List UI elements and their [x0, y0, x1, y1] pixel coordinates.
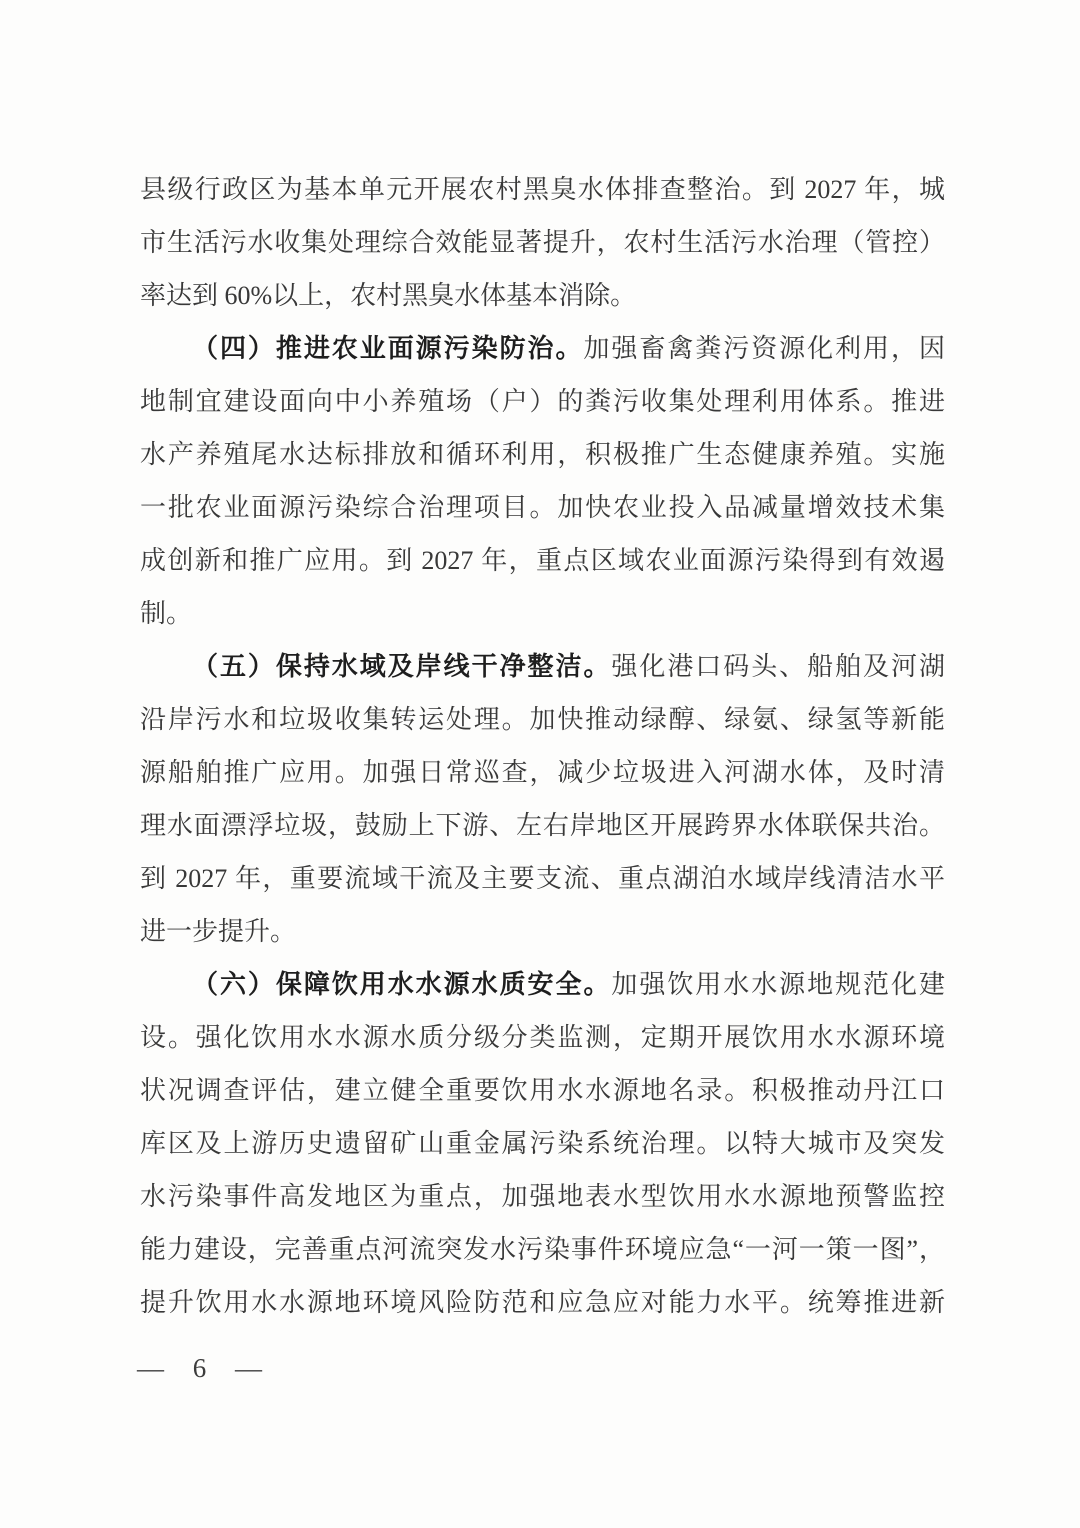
text-line — [140, 640, 945, 693]
text-line — [140, 799, 945, 852]
text-line — [140, 163, 945, 216]
body-text: 提升饮用水水源地环境风险防范和应急应对能力水平。统筹推进新 — [140, 1288, 945, 1317]
text-line — [140, 216, 945, 269]
text-line — [140, 375, 945, 428]
section-heading-text: （四）推进农业面源污染防治。 — [192, 334, 584, 363]
body-text: 率达到 60%以上，农村黑臭水体基本消除。 — [140, 281, 637, 310]
text-line — [140, 746, 945, 799]
body-text: 沿岸污水和垃圾收集转运处理。加快推动绿醇、绿氨、绿氢等新能 — [140, 705, 945, 734]
text-line — [140, 693, 945, 746]
paragraph — [140, 322, 945, 640]
body-text: 市生活污水收集处理综合效能显著提升，农村生活污水治理（管控） — [140, 228, 945, 257]
text-line — [140, 322, 945, 375]
text-line — [140, 1117, 945, 1170]
body-text: 库区及上游历史遗留矿山重金属污染系统治理。以特大城市及突发 — [140, 1129, 945, 1158]
section-heading-text: （六）保障饮用水水源水质安全。 — [192, 970, 612, 999]
text-line — [140, 1223, 945, 1276]
body-text: 一批农业面源污染综合治理项目。加快农业投入品减量增效技术集 — [140, 493, 945, 522]
text-line — [140, 534, 945, 587]
body-text: 设。强化饮用水水源水质分级分类监测，定期开展饮用水水源环境 — [140, 1023, 945, 1052]
body-text: 源船舶推广应用。加强日常巡查，减少垃圾进入河湖水体，及时清 — [140, 758, 945, 787]
text-line — [140, 1170, 945, 1223]
body-text: 强化港口码头、船舶及河湖 — [611, 652, 945, 681]
text-line — [140, 428, 945, 481]
body-text: 能力建设，完善重点河流突发水污染事件环境应急“一河一策一图”， — [140, 1235, 945, 1264]
text-line — [140, 1011, 945, 1064]
body-text: 到 2027 年，重要流域干流及主要支流、重点湖泊水域岸线清洁水平 — [140, 864, 945, 893]
body-text: 状况调查评估，建立健全重要饮用水水源地名录。积极推动丹江口 — [140, 1076, 945, 1105]
text-line — [140, 1276, 945, 1329]
text-line — [140, 587, 945, 640]
body-text: 地制宜建设面向中小养殖场（户）的粪污收集处理利用体系。推进 — [140, 387, 945, 416]
page-number: 6 — [192, 1353, 207, 1383]
text-line — [140, 269, 945, 322]
body-text: 水污染事件高发地区为重点，加强地表水型饮用水水源地预警监控 — [140, 1182, 945, 1211]
paragraph — [140, 163, 945, 322]
paragraph — [140, 640, 945, 958]
text-line — [140, 958, 945, 1011]
body-text: 县级行政区为基本单元开展农村黑臭水体排查整治。到 2027 年，城 — [140, 175, 945, 204]
text-line — [140, 905, 945, 958]
body-text: 加强饮用水水源地规范化建 — [611, 970, 945, 999]
paragraph — [140, 958, 945, 1329]
body-text: 进一步提升。 — [140, 917, 297, 946]
text-line — [140, 1064, 945, 1117]
text-line — [140, 852, 945, 905]
document-body — [140, 163, 945, 1329]
body-text: 制。 — [140, 599, 193, 628]
page-footer — [137, 1348, 262, 1388]
body-text: 水产养殖尾水达标排放和循环利用，积极推广生态健康养殖。实施 — [140, 440, 945, 469]
text-line — [140, 481, 945, 534]
footer-dash-left: — — [137, 1353, 164, 1383]
body-text: 理水面漂浮垃圾，鼓励上下游、左右岸地区开展跨界水体联保共治。 — [140, 811, 945, 840]
footer-dash-right: — — [235, 1353, 262, 1383]
section-heading-text: （五）保持水域及岸线干净整洁。 — [192, 652, 612, 681]
body-text: 成创新和推广应用。到 2027 年，重点区域农业面源污染得到有效遏 — [140, 546, 945, 575]
body-text: 加强畜禽粪污资源化利用，因 — [583, 334, 945, 363]
